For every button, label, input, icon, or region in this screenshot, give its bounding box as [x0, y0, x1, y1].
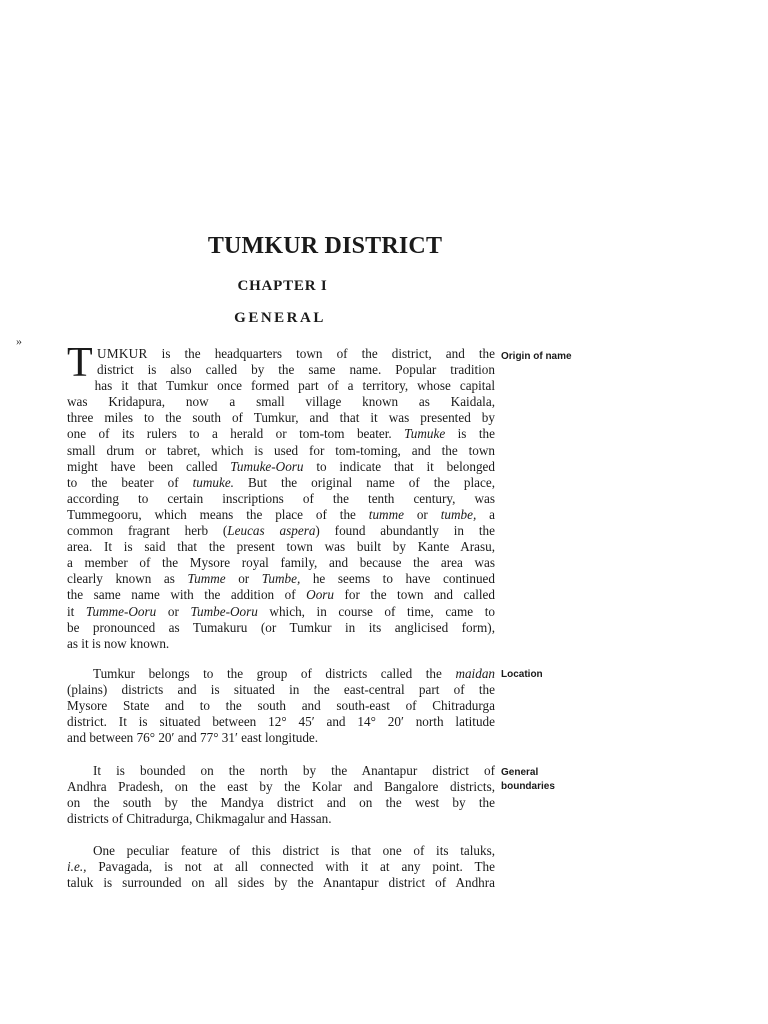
text-line: be pronounced as Tumakuru (or Tumkur in its anglicised form),: [67, 619, 495, 635]
side-note-location: Location: [501, 669, 543, 680]
margin-mark: »: [16, 334, 22, 348]
text-line: It is bounded on the north by the Anantapur district of: [93, 763, 495, 778]
paragraph-boundaries: [67, 763, 495, 827]
text-line: Tumkur belongs to the group of districts called the maidan: [93, 666, 495, 681]
text-line: one of its rulers to a herald or tom-tom beater. Tumuke is the: [67, 426, 495, 442]
side-note-boundaries-line2: boundaries: [501, 781, 555, 792]
paragraph-origin: [67, 340, 495, 652]
text-line: to the beater of tumuke. But the original name of the place,: [67, 474, 495, 490]
text-line: might have been called Tumuke-Ooru to indicate that it belonged: [67, 458, 495, 474]
text-line: taluk is surrounded on all sides by the Anantapur district of Andhra: [67, 875, 495, 891]
text-line: and between 76° 20′ and 77° 31′ east longitude.: [67, 730, 319, 746]
text-line: Andhra Pradesh, on the east by the Kolar and Bangalore districts,: [67, 779, 495, 795]
text-line: UMKUR is the headquarters town of the district, and the: [97, 346, 495, 361]
text-line: has it that Tumkur once formed part of a territory, whose capital: [94, 378, 495, 394]
text-line: Tummegooru, which means the place of the tumme or tumbe, a: [67, 506, 495, 522]
text-line: small drum or tabret, which is used for tom-toming, and the town: [67, 442, 495, 458]
text-line: three miles to the south of Tumkur, and that it was presented by: [67, 410, 495, 426]
text-line: as it is now known.: [67, 635, 170, 651]
text-line: One peculiar feature of this district is that one of its taluks,: [93, 843, 495, 858]
text-line: district is also called by the same name. Popular tradition: [97, 362, 495, 378]
side-note-origin: Origin of name: [501, 351, 572, 362]
text-line: clearly known as Tumme or Tumbe, he seems to have continued: [67, 571, 495, 587]
text-line: a member of the Mysore royal family, and because the area was: [67, 555, 495, 571]
chapter-number: CHAPTER I: [237, 278, 328, 294]
text-line: the same name with the addition of Ooru for the town and called: [67, 587, 495, 603]
text-line: districts of Chitradurga, Chikmagalur and Hassan.: [67, 811, 332, 827]
side-note-boundaries: [501, 766, 611, 794]
text-line: common fragrant herb (Leucas aspera) found abundantly in the: [67, 523, 495, 539]
text-line: was Kridapura, now a small village known as Kaidala,: [67, 394, 495, 410]
chapter-title: GENERAL: [234, 310, 326, 326]
text-line: district. It is situated between 12° 45′ and 14° 20′ north latitude: [67, 714, 495, 730]
text-line: according to certain inscriptions of the tenth century, was: [67, 490, 495, 506]
text-line: on the south by the Mandya district and on the west by the: [67, 795, 495, 811]
text-line: Mysore State and to the south and south-east of Chitradurga: [67, 698, 495, 714]
text-line: (plains) districts and is situated in the east-central part of the: [67, 682, 495, 698]
text-line: i.e., Pavagada, is not at all connected with it at any point. The: [67, 859, 495, 875]
paragraph-pavagada: [67, 843, 495, 891]
side-note-boundaries-line1: General: [501, 767, 539, 778]
text-line: area. It is said that the present town was built by Kante Arasu,: [67, 539, 495, 555]
drop-cap: T: [67, 340, 93, 386]
text-line: it Tumme-Ooru or Tumbe-Ooru which, in course of time, came to: [67, 603, 495, 619]
book-title: TUMKUR DISTRICT: [207, 233, 443, 259]
paragraph-location: [67, 666, 495, 746]
